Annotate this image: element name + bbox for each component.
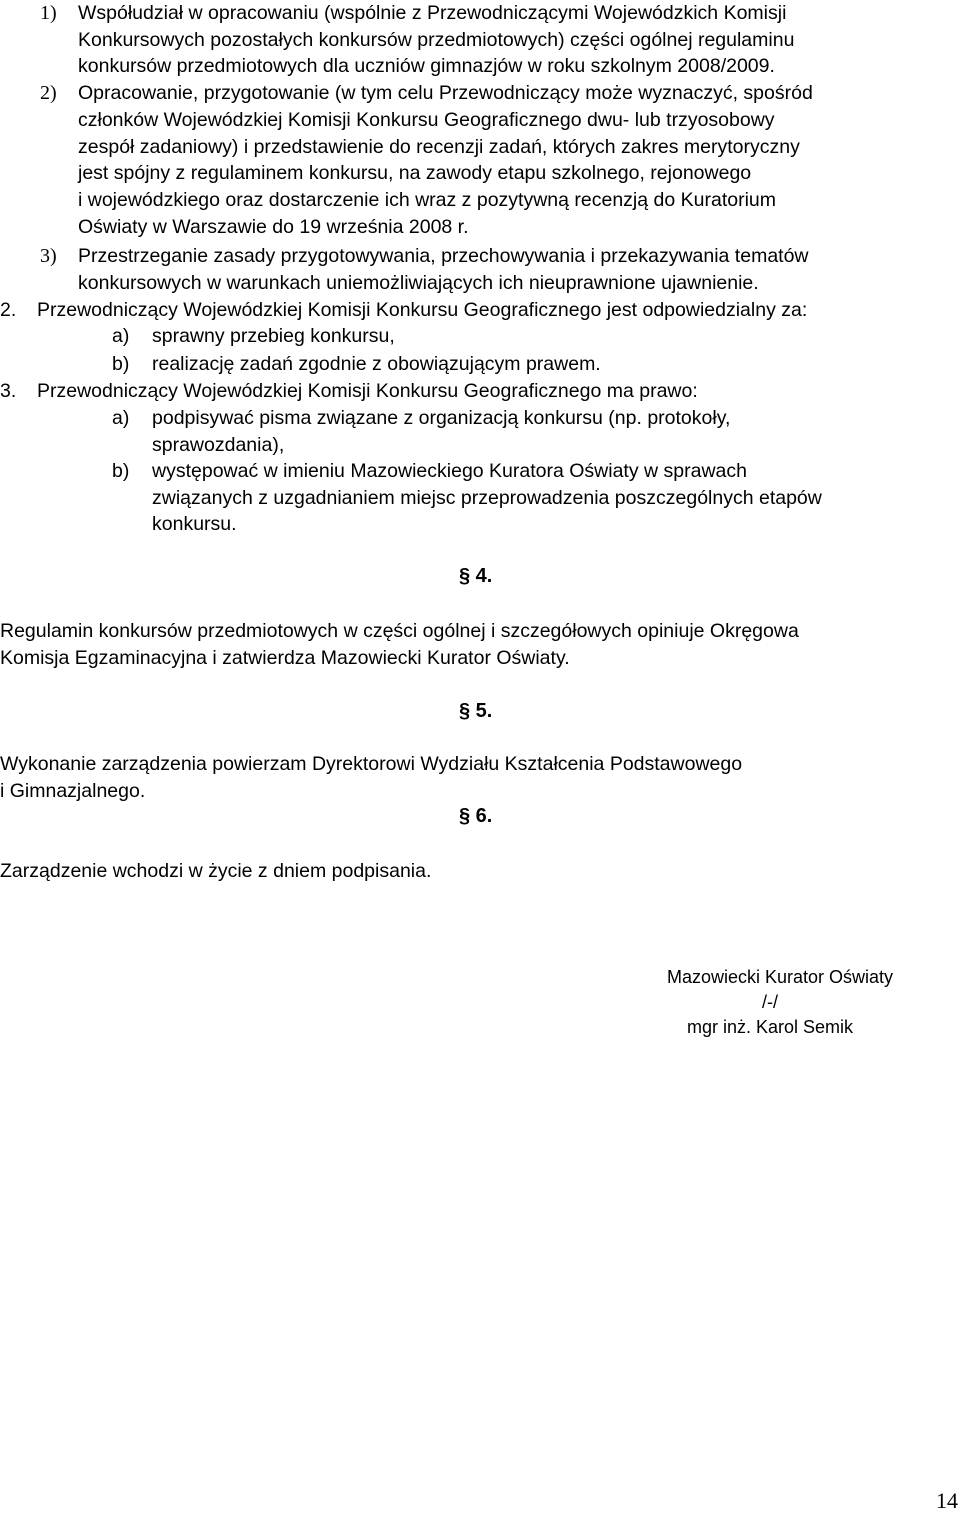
section-text-line: i Gimnazjalnego. [0,780,146,802]
list-item-line: jest spójny z regulaminem konkursu, na zawody etapu szkolnego, rejonowego [78,162,752,184]
sub-item-line: konkursu. [152,513,237,535]
point-number: 2. [0,299,17,321]
list-marker: 2) [40,82,57,104]
list-item-line: Oświaty w Warszawie do 19 września 2008 r. [78,216,469,238]
section-heading: § 6. [459,805,493,827]
sub-item-line: sprawozdania), [152,434,285,456]
page-number: 14 [936,1488,958,1513]
point-number: 3. [0,380,17,402]
signature-mark: /-/ [762,992,778,1012]
signature-name: mgr inż. Karol Semik [686,1017,854,1037]
sub-item-line: podpisywać pisma związane z organizacją konkursu (np. protokoły, [152,407,731,429]
section-text-line: Wykonanie zarządzenia powierzam Dyrektorowi Wydziału Kształcenia Podstawowego [0,753,743,775]
sub-item-line: występować w imieniu Mazowieckiego Kuratora Oświaty w sprawach [152,460,747,482]
list-item-line: Konkursowych pozostałych konkursów przedmiotowych) części ogólnej regulaminu [78,29,795,51]
point-text: Przewodniczący Wojewódzkiej Komisji Konkursu Geograficznego jest odpowiedzialny za: [37,299,808,321]
list-item-line: konkursowych w warunkach uniemożliwiających ich nieuprawnione ujawnienie. [78,272,759,294]
section-heading: § 4. [459,565,493,587]
section-text-line: Regulamin konkursów przedmiotowych w części ogólnej i szczegółowych opiniuje Okręgowa [0,620,799,642]
list-marker: 3) [40,245,57,267]
list-item-line: Współudział w opracowaniu (wspólnie z Przewodniczącymi Wojewódzkich Komisji [78,2,787,24]
list-item-line: Opracowanie, przygotowanie (w tym celu Przewodniczący może wyznaczyć, spośród [78,82,813,104]
sub-item-line: związanych z uzgadnianiem miejsc przeprowadzenia poszczególnych etapów [152,487,822,509]
point-text: Przewodniczący Wojewódzkiej Komisji Konkursu Geograficznego ma prawo: [37,380,698,402]
list-item-line: członków Wojewódzkiej Komisji Konkursu Geograficznego dwu- lub trzyosobowy [78,109,775,131]
section-text-line: Zarządzenie wchodzi w życie z dniem podpisania. [0,860,432,882]
signature-block [630,965,930,1040]
section-heading: § 5. [459,700,493,722]
section-text-line: Komisja Egzaminacyjna i zatwierdza Mazowiecki Kurator Oświaty. [0,647,570,669]
sub-marker: a) [112,325,130,347]
sub-item-line: realizację zadań zgodnie z obowiązującym prawem. [152,353,601,375]
list-marker: 1) [40,2,57,24]
signature-title: Mazowiecki Kurator Oświaty [666,967,894,987]
sub-item-line: sprawny przebieg konkursu, [152,325,395,347]
list-item-line: zespół zadaniowy) i przedstawienie do recenzji zadań, których zakres merytoryczny [78,136,800,158]
sub-marker: b) [112,353,130,375]
list-item-line: i wojewódzkiego oraz dostarczenie ich wraz z pozytywną recenzją do Kuratorium [78,189,776,211]
list-item-line: konkursów przedmiotowych dla uczniów gimnazjów w roku szkolnym 2008/2009. [78,55,775,77]
list-item-line: Przestrzeganie zasady przygotowywania, przechowywania i przekazywania tematów [78,245,809,267]
sub-marker: b) [112,460,130,482]
sub-marker: a) [112,407,130,429]
